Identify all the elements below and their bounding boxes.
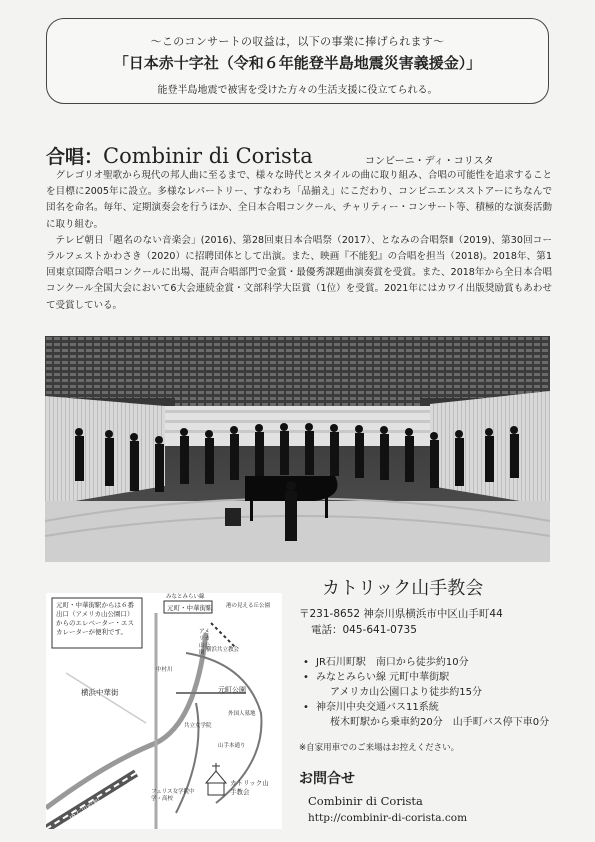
map-church: カトリック山手教会 <box>230 779 269 796</box>
access-item <box>303 670 549 700</box>
map-yokohama-church: 横浜共立教会 <box>206 647 240 653</box>
access-item <box>303 700 549 730</box>
church-name: カトリック山手教会 <box>322 578 484 599</box>
choir-photo <box>45 336 550 562</box>
donation-recipient: 「日本赤十字社（令和６年能登半島地震災害義援金）」 <box>113 54 482 72</box>
map-chinatown: 横浜中華街 <box>81 688 119 697</box>
map-america-park: アメリカ山公園 <box>199 629 211 656</box>
bio-paragraph: テレビ朝日「題名のない音楽会」(2016)、第28回東日本合唱祭（2017）、となみの合唱祭Ⅱ（2019)、第30回コーラルフェストかわさき（2020）に招聘団体として出演。また、映画『不能犯』の合唱を担当（2018)。2018年、第1回東京国際合唱コンクールに出場、混声合唱部門で金賞・最優秀課題曲演奏賞を受賞。また、2018年から全日本合唱コンクール全国大会において6大会連続金賞・文部科学大臣賞（1位）を受賞。2021年にはカワイ出版奨励賞もあわせて受賞している。 <box>46 234 552 311</box>
church-address-block <box>299 606 503 638</box>
access-list <box>303 655 549 730</box>
map-callout: 元町・中華街駅からは６番出口（アメリカ山公園口）からのエレベーター・エスカレーターが便利です。 <box>56 601 134 636</box>
donation-box <box>46 18 549 104</box>
choir-title-name: Combinir di Corista <box>103 144 313 168</box>
map-river: 中村川 <box>156 667 173 673</box>
map-yamate: 山手本通り <box>218 743 246 749</box>
bio-paragraph: グレゴリオ聖歌から現代の邦人曲に至るまで、様々な時代とスタイルの曲に取り組み、合唱の可能性を追求することを目標に2005年に設立。多様なレパートリー、すなわち「品揃え」にこだわり、コンビニエンスストアーにちなんで団名を命名。毎年、定期演奏会を行うほか、全日本合唱コンクール、チャリティー・コンサート等、積極的な演奏活動に取り組む。 <box>46 170 552 230</box>
contact-url[interactable]: http://combinir-di-corista.com <box>308 812 468 824</box>
access-main: • みなとみらい線 元町中華街駅 <box>316 672 450 683</box>
access-map <box>46 593 282 829</box>
access-sub: アメリカ山公園口より徒歩約15分 <box>330 687 483 698</box>
church-phone: 電話：045-641-0735 <box>311 624 417 636</box>
choir-bio <box>46 168 552 314</box>
access-sub: 桜木町駅から乗車約20分 山手町バス停下車0分 <box>330 717 550 728</box>
choir-title <box>46 142 313 169</box>
map-school1: 共立女学院 <box>184 723 212 729</box>
map-station-top: 元町・中華街駅 <box>167 604 213 612</box>
contact-name: Combinir di Corista <box>308 794 423 808</box>
parking-note: ※自家用車でのご来場はお控えください。 <box>299 743 460 753</box>
choir-title-prefix: 合唱： <box>46 146 104 168</box>
map-jr: JR石川町駅 <box>68 797 103 823</box>
map-school2: フェリス女学院中学・高校 <box>151 789 195 802</box>
choir-kana: コンビーニ・ディ・コリスタ <box>365 156 494 167</box>
map-foreign-cemetery: 外国人墓地 <box>228 711 256 717</box>
access-main: • JR石川町駅 南口から徒歩約10分 <box>316 657 469 668</box>
map-station-top-small: みなとみらい線 <box>166 594 205 600</box>
map-park: 港の見える丘公園 <box>226 603 271 609</box>
access-main: • 神奈川中央交通バス11系統 <box>316 702 439 713</box>
contact-heading: お問合せ <box>299 771 355 787</box>
church-address: 〒231-8652 神奈川県横浜市中区山手町44 <box>299 608 503 620</box>
donation-intro: ～このコンサートの収益は，以下の事業に捧げられます～ <box>150 35 445 48</box>
access-item <box>303 655 549 670</box>
map-motomachi-park: 元町公園 <box>218 686 246 694</box>
donation-purpose: 能登半島地震で被害を受けた方々の生活支援に役立てられる。 <box>157 85 438 96</box>
